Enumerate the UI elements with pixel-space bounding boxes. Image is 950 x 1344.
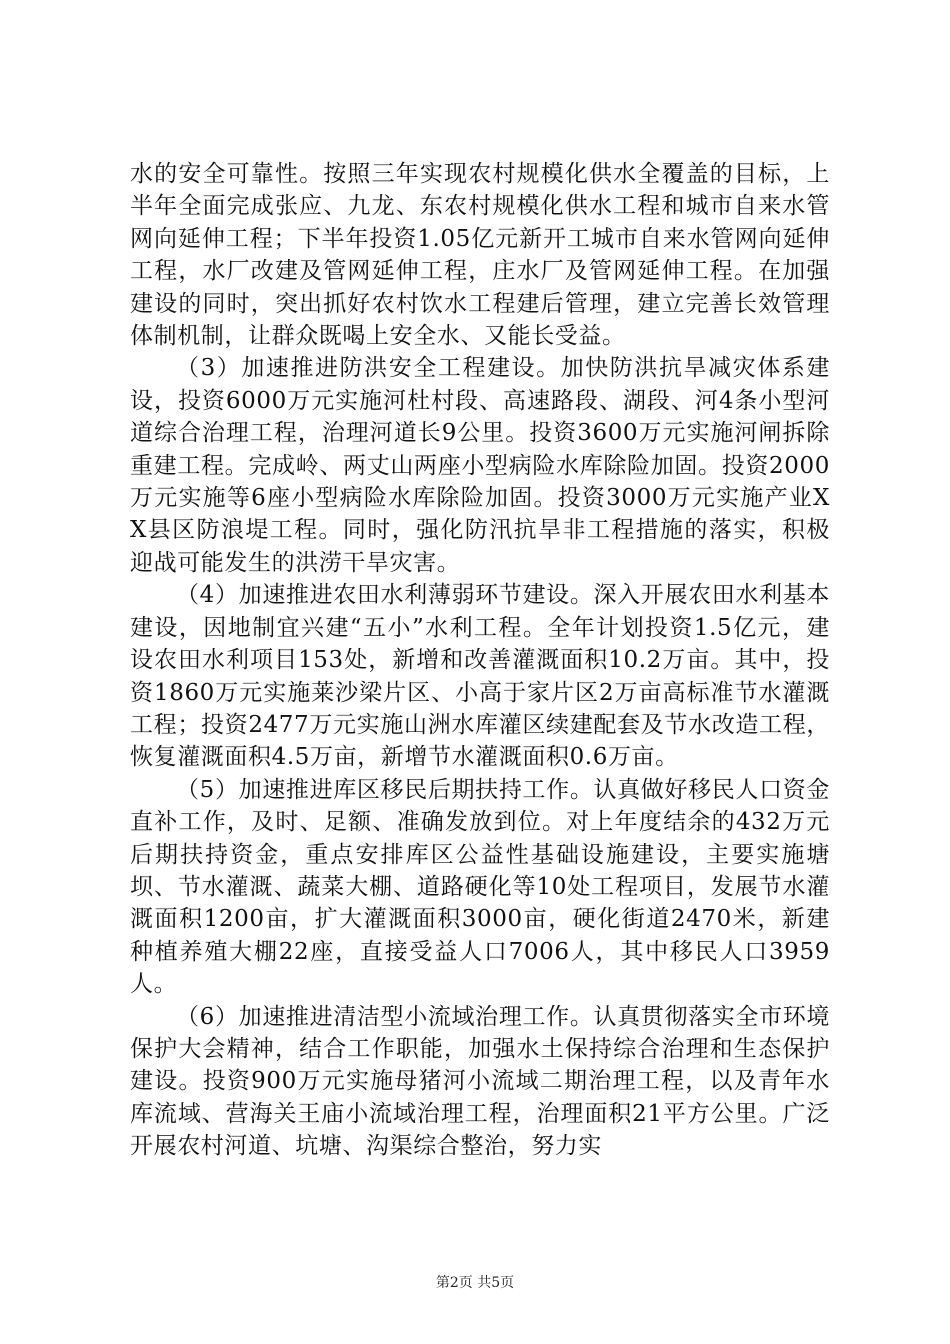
paragraph-reservoir-resettlement: （5）加速推进库区移民后期扶持工作。认真做好移民人口资金直补工作，及时、足额、准确发放到位。对上年度结余的432万元后期扶持资金，重点安排库区公益性基础设施建设，主要实施塘坝、节水灌溉、蔬菜大棚、道路硬化等10处工程项目，发展节水灌溉面积1200亩，扩大灌溉面积3000亩，硬化街道2470米，新建种植养殖大棚22座，直接受益人口7006人，其中移民人口3959人。 bbox=[130, 776, 830, 998]
paragraph-flood-control: （3）加速推进防洪安全工程建设。加快防洪抗旱减灾体系建设，投资6000万元实施河杜村段、高速路段、湖段、河4条小型河道综合治理工程，治理河道长9公里。投资3600万元实施河闸拆除重建工程。完成岭、两丈山两座小型病险水库除险加固。投资2000万元实施等6座小型病险水库除险加固。投资3000万元实施产业XX县区防浪堤工程。同时，强化防汛抗旱非工程措施的落实，积极迎战可能发生的洪涝干旱灾害。 bbox=[130, 355, 830, 576]
paragraph-continuation: 水的安全可靠性。按照三年实现农村规模化供水全覆盖的目标，上半年全面完成张应、九龙、东农村规模化供水工程和城市自来水管网向延伸工程；下半年投资1.05亿元新开工城市自来水管网向延伸工程，水厂改建及管网延伸工程，庄水厂及管网延伸工程。在加强建设的同时，突出抓好农村饮水工程建后管理，建立完善长效管理体制机制，让群众既喝上安全水、又能长受益。 bbox=[130, 161, 830, 350]
document-body bbox=[130, 158, 830, 1163]
page-footer: 第2页 共5页 bbox=[435, 1275, 515, 1291]
paragraph-farmland-irrigation: （4）加速推进农田水利薄弱环节建设。深入开展农田水利基本建设，因地制宜兴建“五小”水利工程。全年计划投资1.5亿元，建设农田水利项目153处，新增和改善灌溉面积10.2万亩。其中，投资1860万元实施莱沙梁片区、小高于家片区2万亩高标准节水灌溉工程；投资2477万元实施山洲水库灌区续建配套及节水改造工程，恢复灌溉面积4.5万亩，新增节水灌溉面积0.6万亩。 bbox=[130, 582, 830, 771]
paragraph-watershed-management: （6）加速推进清洁型小流域治理工作。认真贯彻落实全市环境保护大会精神，结合工作职能，加强水土保持综合治理和生态保护建设。投资900万元实施母猪河小流域二期治理工程，以及青年水库流域、营海关王庙小流域治理工程，治理面积21平方公里。广泛开展农村河道、坑塘、沟渠综合整治，努力实 bbox=[130, 1003, 830, 1160]
